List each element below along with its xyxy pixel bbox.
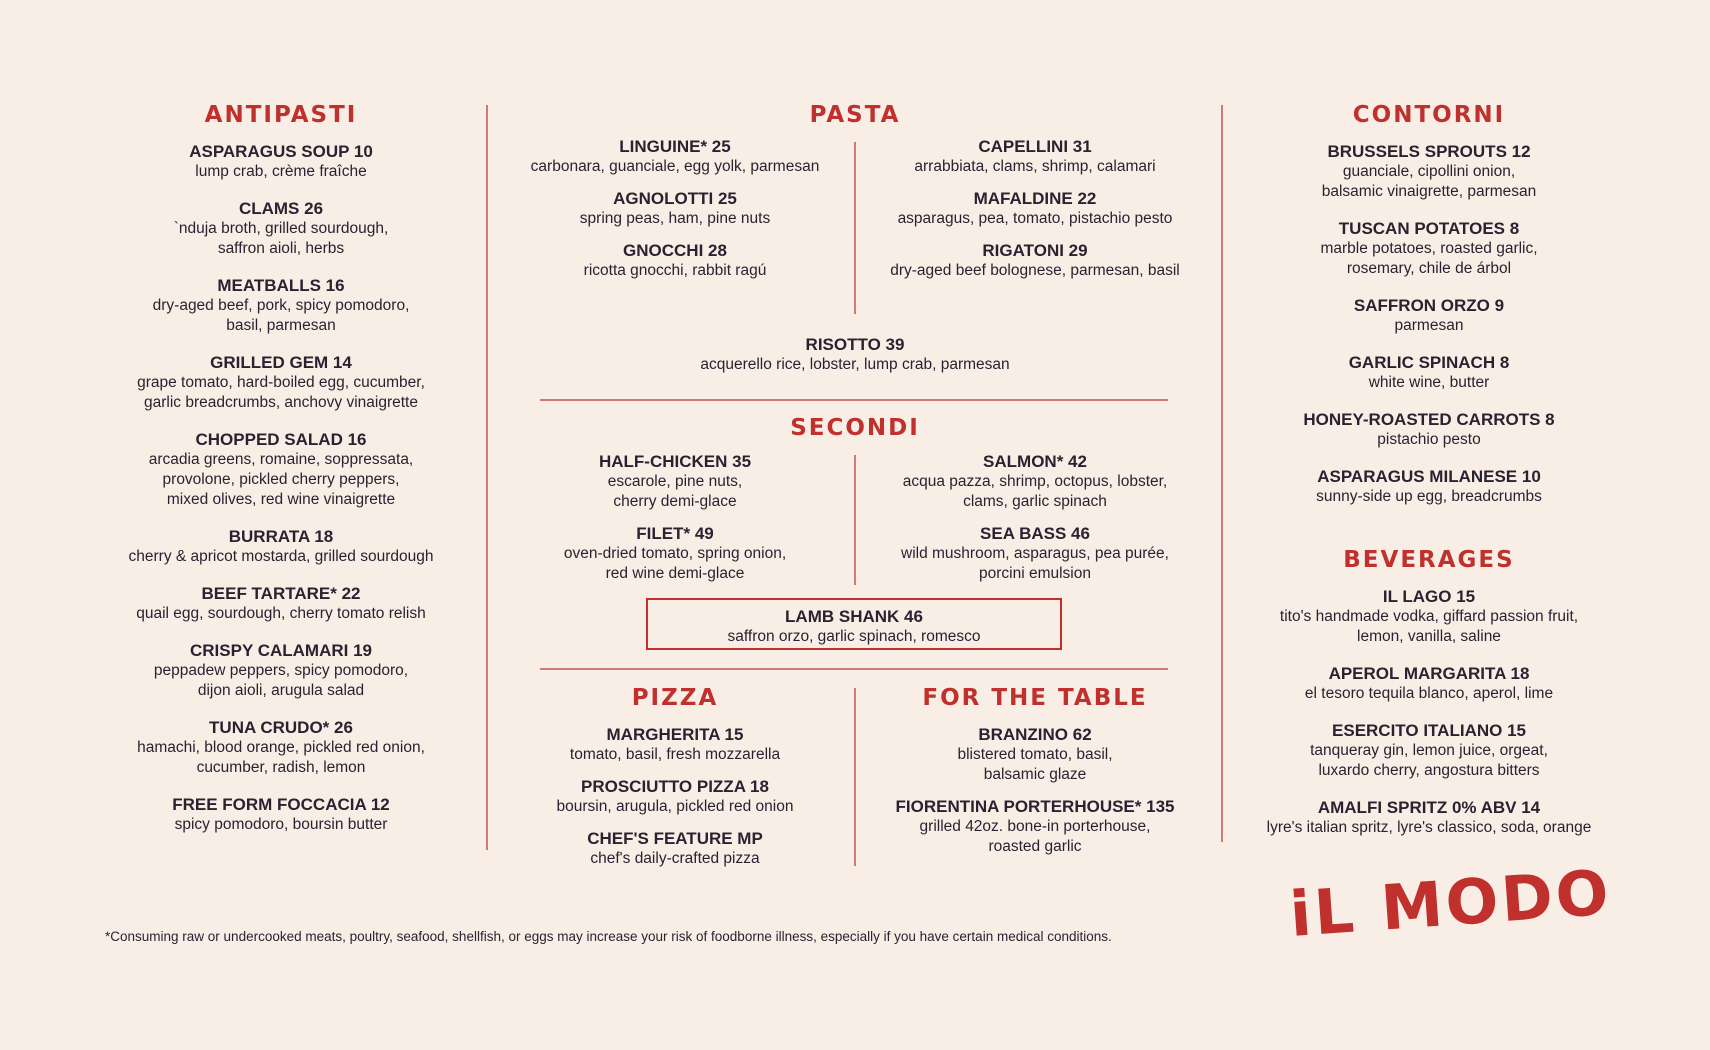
menu-item-name: GRILLED GEM 14 xyxy=(210,353,352,372)
menu-item-name: MARGHERITA 15 xyxy=(606,725,744,744)
secondi-pizza-divider xyxy=(540,668,1168,670)
menu-item-name: GARLIC SPINACH 8 xyxy=(1348,353,1510,372)
menu-item-desc: quail egg, sourdough, cherry tomato relish xyxy=(136,605,426,622)
menu-item-name: APEROL MARGARITA 18 xyxy=(1328,664,1530,683)
menu-item-desc: tomato, basil, fresh mozzarella xyxy=(569,746,781,763)
featured-lamb-shank-box xyxy=(646,598,1062,650)
menu-item xyxy=(100,795,462,835)
menu-item-desc: carbonara, guanciale, egg yolk, parmesan xyxy=(530,158,820,175)
menu-item-desc: chef's daily-crafted pizza xyxy=(590,850,760,867)
menu-item-name: RIGATONI 29 xyxy=(982,241,1088,260)
menu-item-desc: marble potatoes, roasted garlic, rosemary, chile de árbol xyxy=(1320,240,1538,277)
menu-item xyxy=(855,524,1215,584)
beverages-list xyxy=(1240,587,1618,838)
menu-item-name: ASPARAGUS MILANESE 10 xyxy=(1317,467,1541,486)
menu-item xyxy=(1240,142,1618,202)
menu-item-name: SAFFRON ORZO 9 xyxy=(1353,296,1505,315)
menu-item xyxy=(100,718,462,778)
menu-item-name: TUNA CRUDO* 26 xyxy=(209,718,353,737)
menu-item-desc: blistered tomato, basil, balsamic glaze xyxy=(957,746,1113,783)
featured-desc: saffron orzo, garlic spinach, romesco xyxy=(727,628,981,645)
menu-item-name: CLAMS 26 xyxy=(238,199,324,218)
menu-item-desc: el tesoro tequila blanco, aperol, lime xyxy=(1304,685,1554,702)
for-the-table-list xyxy=(855,725,1215,857)
menu-item-name: TUSCAN POTATOES 8 xyxy=(1338,219,1520,238)
menu-item-desc: arrabbiata, clams, shrimp, calamari xyxy=(914,158,1156,175)
menu-item-name: ASPARAGUS SOUP 10 xyxy=(189,142,373,161)
menu-item-desc: wild mushroom, asparagus, pea purée, porcini emulsion xyxy=(901,545,1169,582)
menu-item-desc: tito's handmade vodka, giffard passion fruit, lemon, vanilla, saline xyxy=(1279,608,1579,645)
menu-item xyxy=(495,524,855,584)
menu-item-name: HONEY-ROASTED CARROTS 8 xyxy=(1303,410,1555,429)
menu-item xyxy=(100,142,462,182)
menu-item-desc: white wine, butter xyxy=(1368,374,1490,391)
menu-item-name: CRISPY CALAMARI 19 xyxy=(190,641,372,660)
menu-item-desc: lyre's italian spritz, lyre's classico, soda, orange xyxy=(1266,819,1592,836)
menu-item xyxy=(1240,353,1618,393)
pizza-list xyxy=(495,725,855,869)
menu-item-name: PROSCIUTTO PIZZA 18 xyxy=(581,777,769,796)
menu-item-name: SEA BASS 46 xyxy=(980,524,1090,543)
menu-item-desc: hamachi, blood orange, pickled red onion, cucumber, radish, lemon xyxy=(137,739,425,776)
pizza-section xyxy=(495,683,855,881)
pasta-secondi-divider xyxy=(540,399,1168,401)
antipasti-heading: ANTIPASTI xyxy=(204,102,358,128)
contorni-list xyxy=(1240,142,1618,507)
menu-item-desc: peppadew peppers, spicy pomodoro, dijon aioli, arugula salad xyxy=(153,662,409,699)
antipasti-section xyxy=(100,100,462,852)
menu-item-name: CHOPPED SALAD 16 xyxy=(195,430,367,449)
beverages-heading: BEVERAGES xyxy=(1343,547,1515,573)
risotto-desc: acquerello rice, lobster, lump crab, parmesan xyxy=(700,356,1010,373)
menu-item-name: AGNOLOTTI 25 xyxy=(613,189,737,208)
menu-item-name: AMALFI SPRITZ 0% ABV 14 xyxy=(1317,798,1541,817)
menu-item-name: BRUSSELS SPROUTS 12 xyxy=(1327,142,1531,161)
menu-item xyxy=(1240,410,1618,450)
menu-item-name: FREE FORM FOCCACIA 12 xyxy=(172,795,390,814)
menu-item-desc: arcadia greens, romaine, soppressata, provolone, pickled cherry peppers, mixed olives, red wine vinaigrette xyxy=(148,451,414,508)
menu-item-desc: `nduja broth, grilled sourdough, saffron aioli, herbs xyxy=(173,220,389,257)
menu-item-desc: pistachio pesto xyxy=(1377,431,1481,448)
contorni-section xyxy=(1240,100,1618,524)
menu-item-desc: boursin, arugula, pickled red onion xyxy=(556,798,794,815)
restaurant-logo: iL MODO xyxy=(1287,855,1614,951)
menu-item xyxy=(1240,219,1618,279)
antipasti-list xyxy=(100,142,462,835)
risotto-item xyxy=(495,335,1215,392)
pizza-heading: PIZZA xyxy=(631,685,719,711)
menu-item xyxy=(1240,587,1618,647)
menu-item-desc: asparagus, pea, tomato, pistachio pesto xyxy=(897,210,1173,227)
secondi-heading: SECONDI xyxy=(790,415,920,441)
menu-item-desc: grilled 42oz. bone-in porterhouse, roasted garlic xyxy=(919,818,1151,855)
menu-item-desc: spring peas, ham, pine nuts xyxy=(579,210,771,227)
menu-item-desc: dry-aged beef bolognese, parmesan, basil xyxy=(890,262,1180,279)
menu-item xyxy=(100,353,462,413)
menu-item-name: BURRATA 18 xyxy=(228,527,334,546)
pasta-section xyxy=(495,100,1215,142)
menu-item xyxy=(100,584,462,624)
menu-item xyxy=(495,189,855,229)
menu-item-desc: oven-dried tomato, spring onion, red wine demi-glace xyxy=(563,545,787,582)
menu-item-desc: dry-aged beef, pork, spicy pomodoro, basil, parmesan xyxy=(152,297,410,334)
menu-item-desc: spicy pomodoro, boursin butter xyxy=(174,816,388,833)
beverages-section xyxy=(1240,545,1618,855)
menu-item xyxy=(495,241,855,281)
divider-left xyxy=(486,105,488,850)
menu-item-desc: parmesan xyxy=(1394,317,1464,334)
menu-item xyxy=(495,829,855,869)
menu-item xyxy=(100,276,462,336)
menu-item xyxy=(855,241,1215,281)
menu-item-name: SALMON* 42 xyxy=(983,452,1087,471)
menu-item xyxy=(100,527,462,567)
menu-item xyxy=(495,725,855,765)
menu-item-desc: sunny-side up egg, breadcrumbs xyxy=(1316,488,1542,505)
menu-item-name: LINGUINE* 25 xyxy=(619,137,731,156)
for-the-table-heading: FOR THE TABLE xyxy=(922,685,1148,711)
menu-item xyxy=(100,641,462,701)
menu-item-name: BRANZINO 62 xyxy=(978,725,1092,744)
menu-item xyxy=(495,777,855,817)
menu-item-desc: tanqueray gin, lemon juice, orgeat, luxardo cherry, angostura bitters xyxy=(1310,742,1548,779)
menu-item-name: IL LAGO 15 xyxy=(1382,587,1476,606)
contorni-heading: CONTORNI xyxy=(1352,102,1506,128)
menu-item xyxy=(1240,664,1618,704)
menu-item-desc: lump crab, crème fraîche xyxy=(195,163,367,180)
menu-item-desc: escarole, pine nuts, cherry demi-glace xyxy=(607,473,743,510)
secondi-list-right xyxy=(855,452,1215,596)
menu-item-name: GNOCCHI 28 xyxy=(623,241,727,260)
secondi-section xyxy=(495,413,1215,455)
divider-right xyxy=(1221,105,1223,842)
menu-item-desc: grape tomato, hard-boiled egg, cucumber, garlic breadcrumbs, anchovy vinaigrette xyxy=(137,374,425,411)
menu-item xyxy=(495,137,855,177)
menu-item xyxy=(855,189,1215,229)
menu-item xyxy=(100,199,462,259)
menu-item-name: CHEF'S FEATURE MP xyxy=(587,829,763,848)
menu-item xyxy=(495,452,855,512)
menu-item xyxy=(1240,721,1618,781)
menu-item xyxy=(1240,798,1618,838)
menu-item xyxy=(855,797,1215,857)
menu-item-desc: cherry & apricot mostarda, grilled sourdough xyxy=(128,548,434,565)
menu-item-desc: guanciale, cipollini onion, balsamic vinaigrette, parmesan xyxy=(1321,163,1537,200)
secondi-list-left xyxy=(495,452,855,596)
menu-item-name: MEATBALLS 16 xyxy=(217,276,345,295)
menu-item xyxy=(855,137,1215,177)
menu-item xyxy=(855,725,1215,785)
menu-item xyxy=(855,452,1215,512)
menu-item-name: FILET* 49 xyxy=(636,524,714,543)
menu-item-name: ESERCITO ITALIANO 15 xyxy=(1332,721,1526,740)
menu-item-desc: ricotta gnocchi, rabbit ragú xyxy=(583,262,767,279)
menu-item-name: BEEF TARTARE* 22 xyxy=(201,584,361,603)
pasta-heading: PASTA xyxy=(809,102,901,128)
menu-item-name: MAFALDINE 22 xyxy=(973,189,1097,208)
pasta-list-left xyxy=(495,137,855,293)
pasta-list-right xyxy=(855,137,1215,293)
menu-item-name: HALF-CHICKEN 35 xyxy=(598,452,752,471)
risotto-name: RISOTTO 39 xyxy=(805,335,905,354)
featured-name: LAMB SHANK 46 xyxy=(785,607,923,626)
menu-item xyxy=(1240,467,1618,507)
menu-item xyxy=(100,430,462,510)
footnote: *Consuming raw or undercooked meats, poultry, seafood, shellfish, or eggs may increase your risk of foodborne illness, especially if you have certain medical conditions. xyxy=(105,929,1112,944)
menu-item-name: CAPELLINI 31 xyxy=(978,137,1092,156)
menu-item-name: FIORENTINA PORTERHOUSE* 135 xyxy=(895,797,1175,816)
menu-item xyxy=(1240,296,1618,336)
menu-item-desc: acqua pazza, shrimp, octopus, lobster, clams, garlic spinach xyxy=(902,473,1168,510)
for-the-table-section xyxy=(855,683,1215,869)
